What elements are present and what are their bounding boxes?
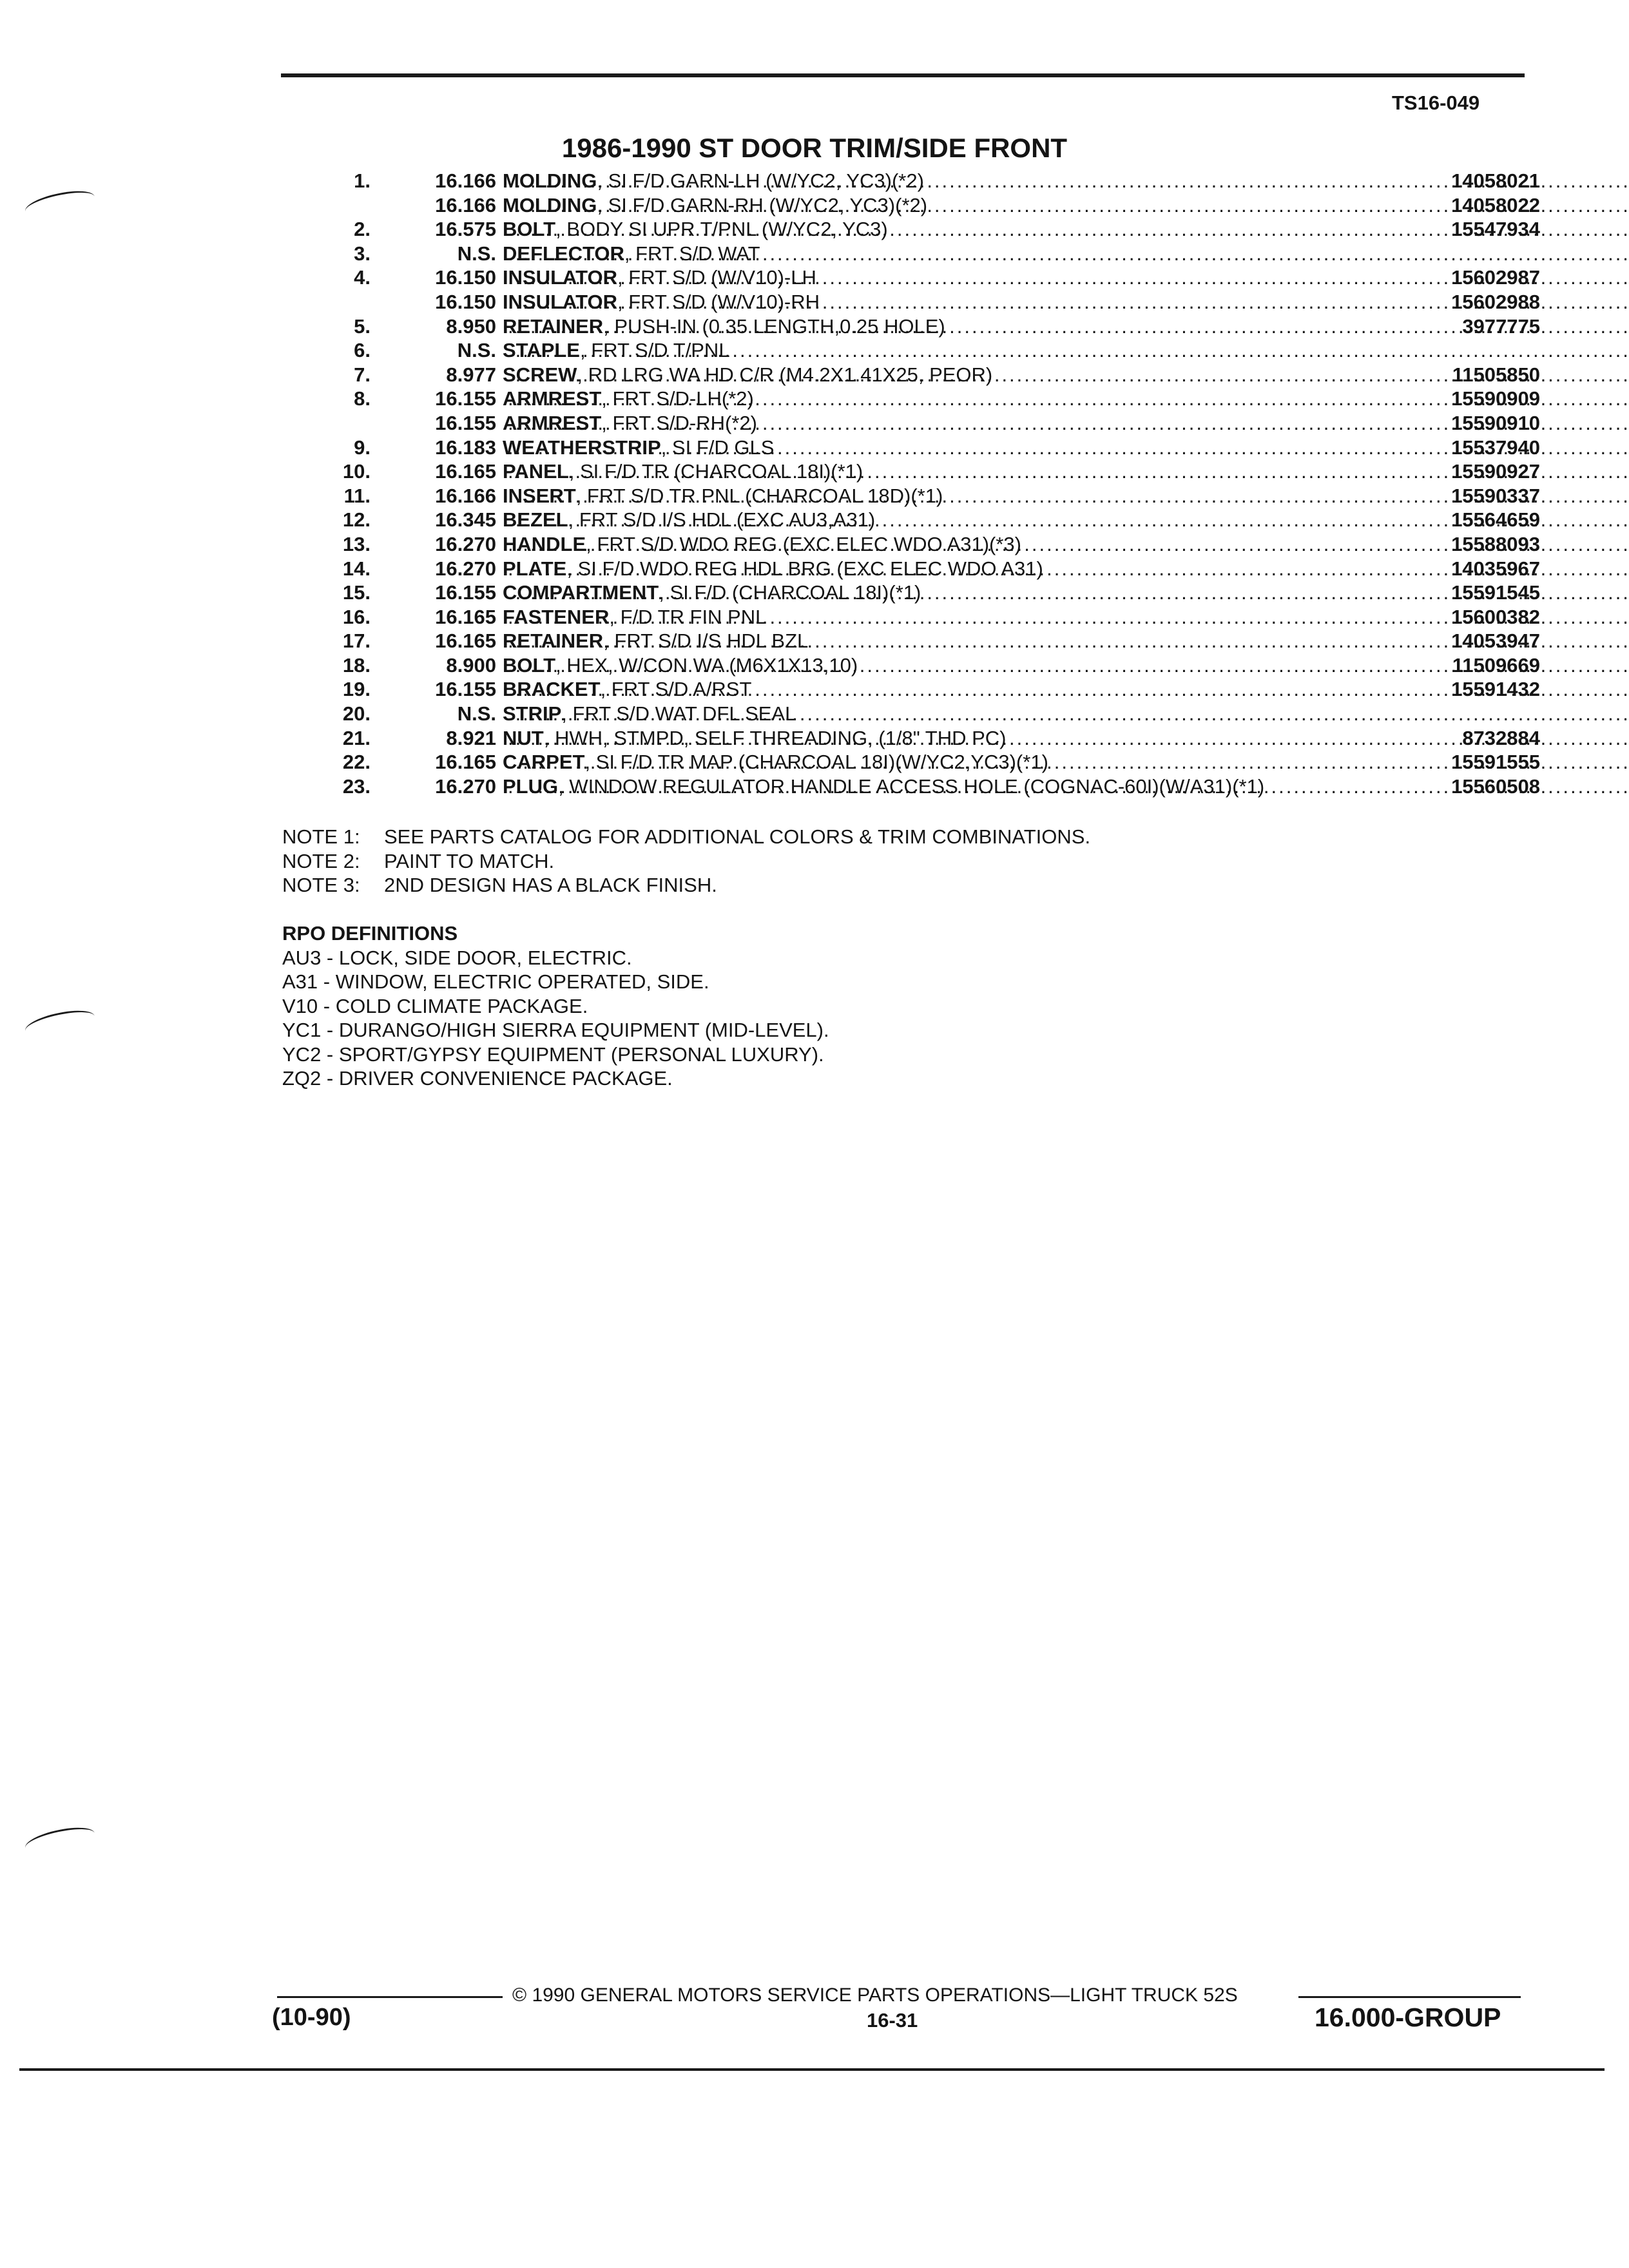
part-row	[322, 702, 1540, 726]
part-name: BRACKET	[503, 678, 601, 701]
item-number: 22.	[342, 751, 371, 774]
group-number: 8.977	[446, 363, 496, 386]
binder-mark-top	[23, 186, 97, 222]
part-number: 15537940	[1451, 436, 1540, 459]
item-number: 10.	[342, 460, 371, 483]
rpo-item: YC2 - SPORT/GYPSY EQUIPMENT (PERSONAL LUXURY).	[282, 1043, 824, 1066]
revision-date: (10-90)	[272, 2004, 351, 2031]
part-row	[322, 750, 1540, 774]
rpo-heading: RPO DEFINITIONS	[282, 922, 458, 945]
document-code: TS16-049	[1392, 91, 1480, 114]
part-detail: , SI F/D (CHARCOAL 18I)(*1)	[659, 581, 921, 604]
part-row	[322, 677, 1540, 702]
group-number: 16.155	[435, 581, 496, 604]
part-name: INSULATOR	[503, 266, 617, 289]
part-row	[322, 436, 1540, 460]
part-number: 15591432	[1451, 678, 1540, 701]
item-number: 18.	[342, 653, 371, 677]
group-number: 8.950	[446, 314, 496, 338]
part-number: 15560508	[1451, 774, 1540, 798]
part-name: STAPLE	[503, 339, 580, 362]
item-number: 15.	[342, 581, 371, 604]
item-number: 9.	[354, 436, 371, 459]
rpo-item: YC1 - DURANGO/HIGH SIERRA EQUIPMENT (MID-LEVEL).	[282, 1019, 829, 1041]
part-number: 15602987	[1451, 266, 1540, 289]
parts-list	[322, 169, 1540, 798]
part-row	[322, 774, 1540, 799]
part-name: FASTENER	[503, 605, 610, 628]
group-number: 16.165	[435, 629, 496, 653]
group-number: N.S.	[457, 339, 496, 362]
group-number: 16.155	[435, 411, 496, 434]
leader-dots	[503, 242, 1629, 266]
part-number: 8732884	[1462, 726, 1540, 749]
part-name: ARMREST	[503, 411, 602, 434]
part-row	[322, 459, 1540, 484]
group-number: 16.000-GROUP	[1315, 2003, 1501, 2032]
part-number: 15591555	[1451, 751, 1540, 774]
part-row	[322, 290, 1540, 314]
part-name: BOLT	[503, 218, 556, 241]
item-number: 13.	[342, 532, 371, 555]
part-detail: , FRT S/D I/S HDL BZL	[603, 629, 809, 653]
rpo-item: A31 - WINDOW, ELECTRIC OPERATED, SIDE.	[282, 970, 709, 993]
part-name: COMPARTMENT	[503, 581, 659, 604]
part-name: INSULATOR	[503, 290, 617, 313]
item-number: 3.	[354, 242, 371, 265]
part-detail: , FRT S/D A/RST	[600, 678, 752, 701]
group-number: 16.166	[435, 193, 496, 216]
part-row	[322, 387, 1540, 411]
part-detail: , FRT S/D WAT DFL SEAL	[561, 702, 796, 726]
part-detail: , SI F/D TR (CHARCOAL 18I)(*1)	[568, 460, 863, 483]
part-detail: , FRT S/D-RH(*2)	[601, 411, 757, 434]
item-number: 7.	[354, 363, 371, 386]
part-detail: , SI F/D GARN-RH (W/YC2, YC3)(*2)	[597, 193, 928, 216]
part-name: SCREW	[503, 363, 577, 386]
part-row	[322, 338, 1540, 363]
part-row	[322, 242, 1540, 266]
note-text: 2ND DESIGN HAS A BLACK FINISH.	[384, 874, 717, 896]
leader-dots	[503, 702, 1629, 726]
part-name: RETAINER	[503, 314, 604, 338]
item-number: 20.	[342, 702, 371, 726]
copyright-text: © 1990 GENERAL MOTORS SERVICE PARTS OPERATIONS—LIGHT TRUCK 52S	[512, 1984, 1238, 2006]
item-number: 23.	[342, 774, 371, 798]
part-number: 15600382	[1451, 605, 1540, 628]
part-name: PLUG	[503, 774, 559, 798]
part-detail: , FRT S/D (W/V10)-RH	[617, 290, 820, 313]
part-detail: , RD LRG WA HD C/R (M4.2X1.41X25, PEOR)	[577, 363, 993, 386]
group-number: 16.165	[435, 605, 496, 628]
group-number: N.S.	[457, 242, 496, 265]
part-name: HANDLE	[503, 532, 586, 555]
part-row	[322, 629, 1540, 653]
part-number: 15590337	[1451, 484, 1540, 507]
item-number: 6.	[354, 339, 371, 362]
part-detail: , HEX, W/CON WA (M6X1X13,10)	[555, 653, 858, 677]
top-rule	[281, 73, 1525, 77]
part-name: RETAINER	[503, 629, 604, 653]
item-number: 4.	[354, 266, 371, 289]
part-row	[322, 411, 1540, 436]
part-detail: , HWH, STMPD, SELF THREADING, (1/8" THD PC)	[543, 726, 1007, 749]
part-number: 14035967	[1451, 557, 1540, 580]
part-name: CARPET	[503, 751, 585, 774]
item-number: 11.	[343, 484, 371, 507]
item-number: 17.	[342, 629, 371, 653]
item-number: 16.	[342, 605, 371, 628]
footer-rule-right	[1298, 1996, 1521, 1998]
binder-mark-middle	[23, 1006, 97, 1041]
part-detail: , SI F/D WDO REG HDL BRG (EXC ELEC WDO A31)	[566, 557, 1043, 580]
item-number: 8.	[354, 387, 371, 410]
part-row	[322, 653, 1540, 678]
part-name: MOLDING	[503, 193, 597, 216]
part-name: ARMREST	[503, 387, 602, 410]
leader-dots	[503, 338, 1629, 363]
bottom-rule	[19, 2068, 1605, 2071]
item-number: 12.	[342, 508, 371, 532]
rpo-definitions	[282, 921, 829, 1091]
note-item	[282, 873, 1090, 898]
part-detail: , FRT S/D WAT	[624, 242, 760, 265]
part-detail: , FRT S/D WDO REG (EXC ELEC WDO A31)(*3)	[586, 532, 1021, 555]
part-detail: , WINDOW REGULATOR HANDLE ACCESS HOLE (COGNAC-60I)(W/A31)(*1)	[558, 774, 1265, 798]
part-number: 11505850	[1452, 363, 1540, 386]
group-number: 16.183	[435, 436, 496, 459]
page-title: 1986-1990 ST DOOR TRIM/SIDE FRONT	[561, 133, 1068, 163]
part-detail: , FRT S/D (W/V10)-LH	[617, 266, 816, 289]
part-name: PANEL	[503, 460, 569, 483]
group-number: 16.270	[435, 557, 496, 580]
part-detail: , SI F/D GARN-LH (W/YC2, YC3)(*2)	[597, 169, 924, 192]
part-row	[322, 169, 1540, 193]
part-name: DEFLECTOR	[503, 242, 624, 265]
part-number: 14058021	[1451, 169, 1540, 192]
part-name: BOLT	[503, 653, 556, 677]
group-number: 16.150	[435, 290, 496, 313]
note-label: NOTE 1:	[282, 825, 360, 848]
group-number: 16.345	[435, 508, 496, 532]
part-row	[322, 265, 1540, 290]
note-text: SEE PARTS CATALOG FOR ADDITIONAL COLORS & TRIM COMBINATIONS.	[384, 825, 1091, 848]
part-detail: , F/D TR FIN PNL	[609, 605, 767, 628]
part-number: 15564659	[1451, 508, 1540, 532]
part-number: 15588093	[1451, 532, 1540, 555]
note-label: NOTE 3:	[282, 874, 360, 896]
part-row	[322, 581, 1540, 605]
part-number: 15590927	[1451, 460, 1540, 483]
rpo-item: AU3 - LOCK, SIDE DOOR, ELECTRIC.	[282, 946, 632, 969]
part-row	[322, 508, 1540, 532]
part-row	[322, 532, 1540, 557]
group-number: 16.270	[435, 532, 496, 555]
part-name: BEZEL	[503, 508, 568, 532]
part-row	[322, 314, 1540, 339]
part-number: 15590910	[1451, 411, 1540, 434]
group-number: 8.900	[446, 653, 496, 677]
part-row	[322, 484, 1540, 508]
group-number: 16.155	[435, 387, 496, 410]
group-number: 16.165	[435, 751, 496, 774]
item-number: 21.	[342, 726, 371, 749]
binder-mark-bottom	[23, 1823, 97, 1858]
part-number: 14058022	[1451, 193, 1540, 216]
group-number: 16.165	[435, 460, 496, 483]
part-number: 14053947	[1451, 629, 1540, 653]
part-detail: , FRT S/D I/S HDL (EXC AU3,A31)	[568, 508, 876, 532]
item-number: 14.	[342, 557, 371, 580]
note-item	[282, 849, 1090, 874]
part-row	[322, 557, 1540, 581]
part-detail: , FRT S/D TR PNL (CHARCOAL 18D)(*1)	[575, 484, 943, 507]
footer-rule-left	[277, 1996, 503, 1998]
note-text: PAINT TO MATCH.	[384, 849, 555, 872]
group-number: 8.921	[446, 726, 496, 749]
part-row	[322, 726, 1540, 751]
part-name: INSERT	[503, 484, 576, 507]
part-number: 3977775	[1462, 314, 1540, 338]
group-number: N.S.	[457, 702, 496, 726]
note-item	[282, 825, 1090, 849]
item-number: 19.	[342, 678, 371, 701]
group-number: 16.166	[435, 169, 496, 192]
part-row	[322, 217, 1540, 242]
part-name: PLATE	[503, 557, 567, 580]
group-number: 16.150	[435, 266, 496, 289]
part-row	[322, 193, 1540, 218]
part-detail: , FRT S/D T/PNL	[580, 339, 730, 362]
part-number: 15547934	[1451, 218, 1540, 241]
part-number: 15591545	[1451, 581, 1540, 604]
item-number: 1.	[354, 169, 371, 192]
notes-section	[282, 825, 1090, 898]
group-number: 16.270	[435, 774, 496, 798]
item-number: 2.	[354, 218, 371, 241]
group-number: 16.575	[435, 218, 496, 241]
part-detail: , BODY SI UPR T/PNL (W/YC2, YC3)	[555, 218, 888, 241]
part-detail: , PUSH-IN (0.35 LENGTH,0.25 HOLE)	[603, 314, 945, 338]
rpo-item: V10 - COLD CLIMATE PACKAGE.	[282, 994, 588, 1017]
group-number: 16.166	[435, 484, 496, 507]
group-number: 16.155	[435, 678, 496, 701]
item-number: 5.	[354, 314, 371, 338]
part-number: 11509669	[1452, 653, 1540, 677]
part-name: STRIP	[503, 702, 562, 726]
part-number: 15602988	[1451, 290, 1540, 313]
part-name: NUT	[503, 726, 544, 749]
part-row	[322, 605, 1540, 629]
part-name: MOLDING	[503, 169, 597, 192]
note-label: NOTE 2:	[282, 849, 360, 872]
rpo-item: ZQ2 - DRIVER CONVENIENCE PACKAGE.	[282, 1067, 673, 1090]
part-detail: , FRT S/D-LH(*2)	[601, 387, 754, 410]
part-number: 15590909	[1451, 387, 1540, 410]
part-detail: , SI F/D GLS	[660, 436, 775, 459]
part-row	[322, 363, 1540, 387]
part-name: WEATHERSTRIP	[503, 436, 661, 459]
part-detail: , SI F/D TR MAP (CHARCOAL 18I)(W/YC2,YC3)(*1)	[584, 751, 1048, 774]
page-number: 16-31	[867, 2009, 918, 2032]
